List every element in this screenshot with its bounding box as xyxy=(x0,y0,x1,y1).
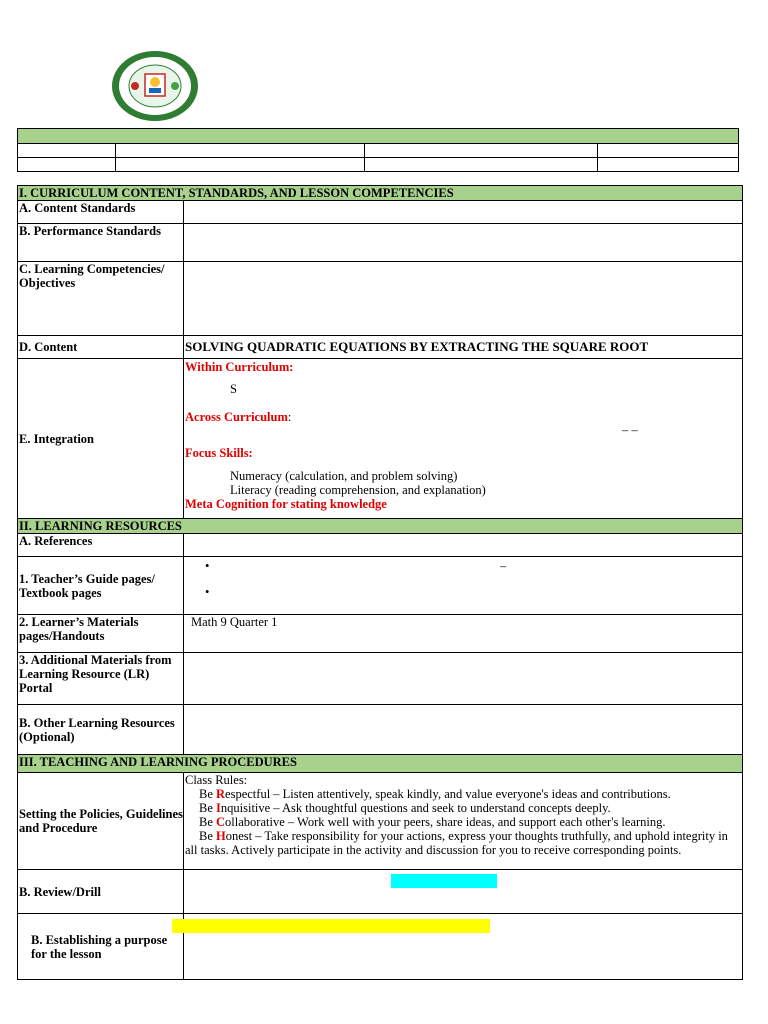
header-cell xyxy=(18,144,116,158)
rule-respectful xyxy=(185,787,742,801)
other-resources-label: B. Other Learning Resources (Optional) xyxy=(18,705,184,755)
performance-standards-label: B. Performance Standards xyxy=(18,224,184,262)
across-curriculum-label: Across Curriculum xyxy=(185,410,288,424)
header-green-bar xyxy=(18,129,739,144)
header-cell xyxy=(18,158,116,172)
rule-prefix: Be xyxy=(199,787,217,801)
rule-letter: H xyxy=(216,829,226,843)
across-curriculum-dashes: – – xyxy=(622,423,638,437)
integration-value xyxy=(184,359,743,519)
class-rules xyxy=(184,773,743,870)
across-curriculum-colon: : xyxy=(287,410,292,424)
content-value: SOLVING QUADRATIC EQUATIONS BY EXTRACTING THE SQUARE ROOT xyxy=(184,336,743,359)
rule-text: ollaborative – Work well with your peers, share ideas, and support each other's learning. xyxy=(225,815,666,829)
rule-prefix: Be xyxy=(199,829,217,843)
rule-letter: I xyxy=(216,801,221,815)
policies-label: Setting the Policies, Guidelines and Procedure xyxy=(18,773,184,870)
section-learning-resources-header: II. LEARNING RESOURCES xyxy=(18,519,743,534)
integration-label: E. Integration xyxy=(18,359,184,519)
rule-text: nquisitive – Ask thoughtful questions and seek to understand concepts deeply. xyxy=(220,801,611,815)
learners-materials-label: 2. Learner’s Materials pages/Handouts xyxy=(18,615,184,653)
teachers-guide-dash: – xyxy=(500,559,507,573)
focus-skill-literacy: Literacy (reading comprehension, and explanation) xyxy=(230,483,486,497)
across-curriculum xyxy=(185,410,291,424)
rule-prefix: Be xyxy=(199,801,217,815)
header-cell xyxy=(116,144,365,158)
teachers-guide-value xyxy=(184,557,743,615)
lesson-header-table xyxy=(17,128,739,172)
content-standards-value xyxy=(184,201,743,224)
rule-honest xyxy=(185,829,742,857)
lesson-plan-table xyxy=(17,185,743,980)
meta-cognition-label: Meta Cognition for stating knowledge xyxy=(185,497,387,511)
rule-inquisitive xyxy=(185,801,742,815)
focus-skill-numeracy: Numeracy (calculation, and problem solving) xyxy=(230,469,458,483)
focus-skills-label: Focus Skills: xyxy=(185,446,253,460)
rule-letter: R xyxy=(216,787,226,801)
header-cell xyxy=(365,158,598,172)
additional-materials-label: 3. Additional Materials from Learning Resource (LR) Portal xyxy=(18,653,184,705)
other-resources-value xyxy=(184,705,743,755)
rule-text: onest – Take responsibility for your actions, express your thoughts truthfully, and uphold integrity in all tasks. Actively participate in the activity and discussion for you to receive corresponding points. xyxy=(185,829,728,857)
rule-text: espectful – Listen attentively, speak kindly, and value everyone's ideas and contributions. xyxy=(225,787,671,801)
learners-materials-value: Math 9 Quarter 1 xyxy=(184,615,743,653)
bullet-1: • xyxy=(205,559,210,573)
within-curriculum-label: Within Curriculum: xyxy=(185,360,294,374)
header-cell xyxy=(365,144,598,158)
header-cell xyxy=(116,158,365,172)
header-cell xyxy=(598,144,739,158)
teachers-guide-label: 1. Teacher’s Guide pages/ Textbook pages xyxy=(18,557,184,615)
rule-collaborative xyxy=(185,815,742,829)
learning-competencies-label: C. Learning Competencies/ Objectives xyxy=(18,262,184,336)
review-drill-label: B. Review/Drill xyxy=(18,870,184,914)
class-rules-title: Class Rules: xyxy=(185,773,248,787)
rule-letter: C xyxy=(216,815,226,829)
additional-materials-value xyxy=(184,653,743,705)
content-label: D. Content xyxy=(18,336,184,359)
purpose-label: B. Establishing a purpose for the lesson xyxy=(18,914,184,980)
cyan-highlight xyxy=(391,874,497,888)
references-value xyxy=(184,534,743,557)
rule-prefix: Be xyxy=(199,815,217,829)
header-cell xyxy=(598,158,739,172)
section-procedures-header: III. TEACHING AND LEARNING PROCEDURES xyxy=(18,755,743,773)
references-label: A. References xyxy=(18,534,184,557)
within-curriculum-value: S xyxy=(230,382,237,396)
content-standards-label: A. Content Standards xyxy=(18,201,184,224)
yellow-highlight xyxy=(172,919,490,933)
performance-standards-value xyxy=(184,224,743,262)
school-seal-logo xyxy=(111,50,199,122)
section-curriculum-header: I. CURRICULUM CONTENT, STANDARDS, AND LESSON COMPETENCIES xyxy=(18,186,743,201)
learning-competencies-value xyxy=(184,262,743,336)
bullet-2: • xyxy=(205,585,210,599)
